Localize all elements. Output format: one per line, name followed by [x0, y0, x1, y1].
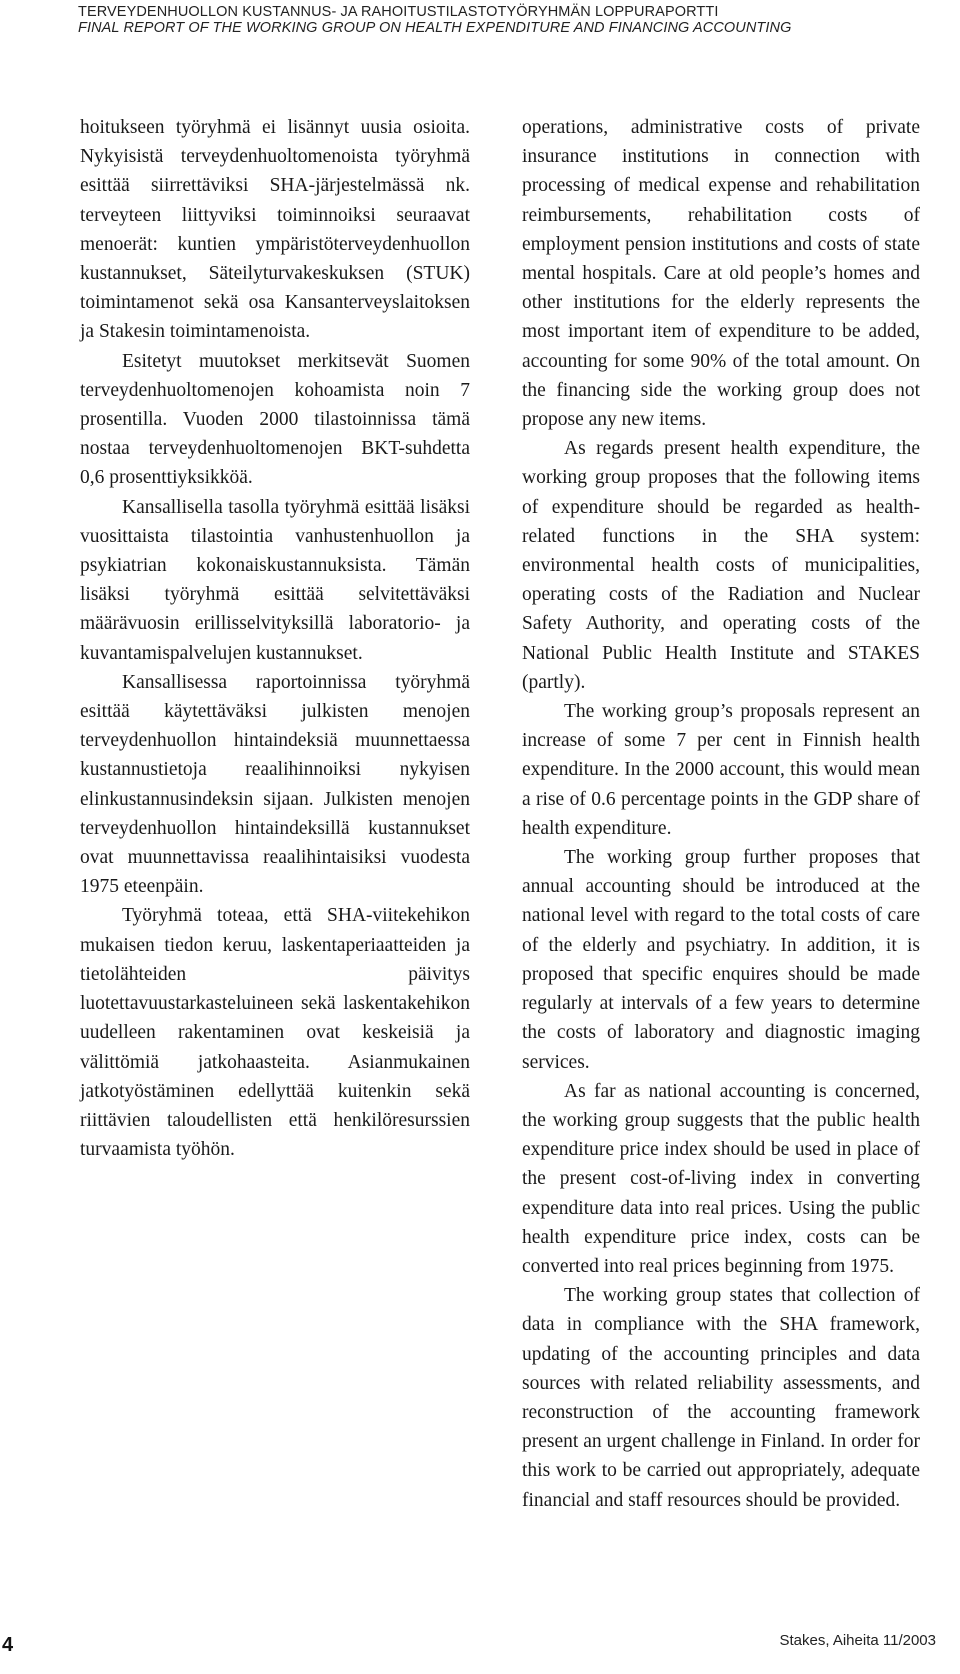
right-paragraph-3: The working group’s proposals represent an increase of some 7 per cent in Finnish health expenditure. In the 2000 account, this would mean a rise of 0.6 percentage points in the GDP share of health expenditure. — [522, 701, 920, 839]
report-title-finnish: TERVEYDENHUOLLON KUSTANNUS- JA RAHOITUSTILASTOTYÖRYHMÄN LOPPURAPORTTI — [78, 4, 719, 20]
left-paragraph-4: Kansallisessa raportoinnissa työryhmä esittää käytettäväksi julkisten menojen terveydenhuollon hintaindeksiä muunnettaessa kustannustietoja reaalihinnoiksi nykyisen elinkustannusindeksin sijaan. Julkisten menojen terveydenhuollon hintaindeksillä kustannukset ovat muunnettavissa reaalihintaisiksi vuodesta 1975 eteenpäin. — [80, 671, 470, 898]
page-footer — [0, 1630, 960, 1670]
publication-source: Stakes, Aiheita 11/2003 — [779, 1632, 936, 1649]
page-number: 4 — [2, 1634, 14, 1656]
left-column-finnish — [80, 113, 470, 1164]
right-paragraph-5: As far as national accounting is concerned, the working group suggests that the public health expenditure price index should be used in place of the present cost-of-living index in converting expenditure data into real prices. Using the public health expenditure price index, costs can be converted into real prices beginning from 1975. — [522, 1080, 920, 1277]
right-paragraph-2: As regards present health expenditure, the working group proposes that the following items of expenditure should be regarded as health-related functions in the SHA system: environmental health costs of municipalities, operating costs of the Radiation and Nuclear Safety Authority, and operating costs of the National Public Health Institute and STAKES (partly). — [522, 438, 920, 693]
report-title-english: FINAL REPORT OF THE WORKING GROUP ON HEALTH EXPENDITURE AND FINANCING ACCOUNTING — [78, 20, 792, 36]
left-paragraph-3: Kansallisella tasolla työryhmä esittää lisäksi vuosittaista tilastointia vanhustenhuollon ja psykiatrian kokonaiskustannuksista. Tämän lisäksi työryhmä esittää selvitettäväksi määrävuosin erillisselvityksillä laboratorio- ja kuvantamispalvelujen kustannukset. — [80, 496, 470, 664]
right-paragraph-1: operations, administrative costs of private insurance institutions in connection with processing of medical expense and rehabilitation reimbursements, rehabilitation costs of employment pension institutions and costs of state mental hospitals. Care at old people’s homes and other institutions for the elderly represents the most important item of expenditure to be added, accounting for some 90% of the total amount. On the financing side the working group does not propose any new items. — [522, 117, 920, 431]
right-paragraph-6: The working group states that collection of data in compliance with the SHA framework, updating of the accounting principles and data sources with related reliability assessments, and reconstruction of the accounting framework present an urgent challenge in Finland. In order for this work to be carried out appropriately, adequate financial and staff resources should be provided. — [522, 1285, 920, 1511]
right-column-english — [522, 113, 920, 1515]
left-paragraph-2: Esitetyt muutokset merkitsevät Suomen terveydenhuoltomenojen kohoamista noin 7 prosentilla. Vuoden 2000 tilastoinnissa tämä nostaa terveydenhuoltomenojen BKT-suhdetta 0,6 prosenttiyksikköä. — [80, 350, 470, 489]
left-paragraph-1: hoitukseen työryhmä ei lisännyt uusia osioita. Nykyisistä terveydenhuoltomenoista työryhmä esittää siirrettäviksi SHA-järjestelmässä nk. terveyteen liittyviksi toiminnoiksi seuraavat menoerät: kuntien ympäristöterveydenhuollon kustannukset, Säteilyturvakeskuksen (STUK) toimintamenot sekä osa Kansanterveyslaitoksen ja Stakesin toimintamenoista. — [80, 117, 470, 343]
left-paragraph-5: Työryhmä toteaa, että SHA-viitekehikon mukaisen tiedon keruu, laskentaperiaatteiden ja tietolähteiden päivitys luotettavuustarkasteluineen sekä laskentakehikon uudelleen rakentaminen ovat keskeisiä ja välittömiä jatkohaasteita. Asianmukainen jatkotyöstäminen edellyttää kuitenkin sekä riittävien taloudellisten että henkilöresurssien turvaamista työhön. — [80, 905, 470, 1161]
right-paragraph-4: The working group further proposes that annual accounting should be introduced at the national level with regard to the total costs of care of the elderly and psychiatry. In addition, it is proposed that specific enquires should be made regularly at intervals of a few years to determine the costs of laboratory and diagnostic imaging services. — [522, 847, 920, 1073]
running-header — [78, 4, 791, 36]
